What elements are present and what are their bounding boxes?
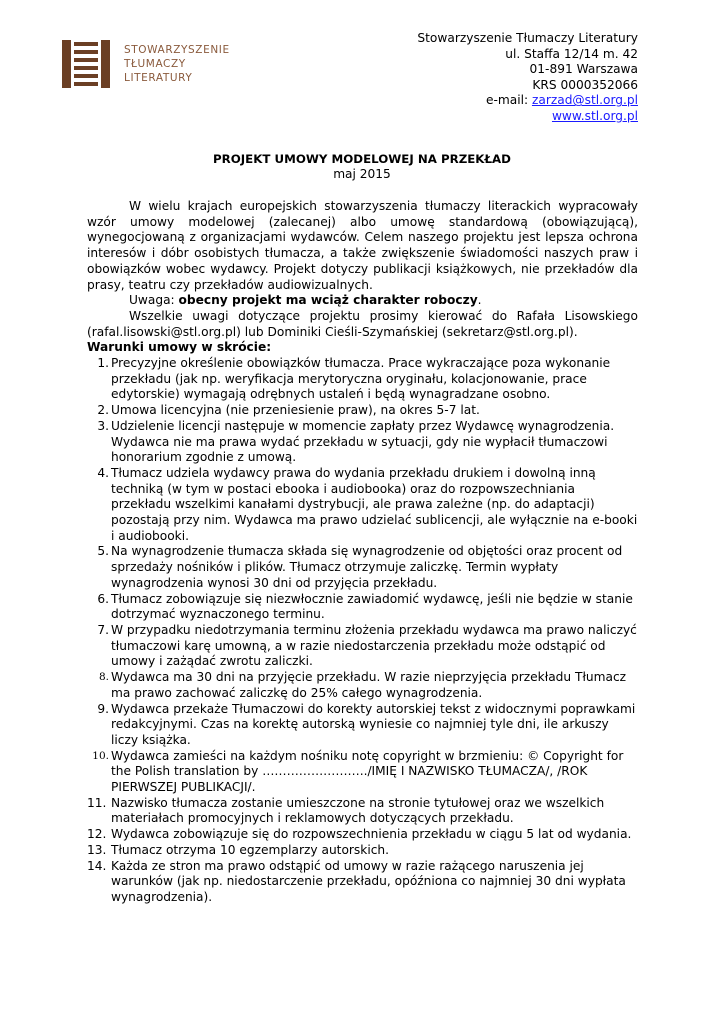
note-suffix: . <box>477 293 482 308</box>
term-text: Tłumacz udziela wydawcy prawa do wydania przekładu drukiem i dowolną inną techniką (w tym w postaci ebooka i audiobooka) oraz do rozpowszechniania przekładu wszelkimi kanałami dystrybucji, ale prawa zależne (np. do adaptacji) pozostają przy nim. Wydawca ma prawo udzielać sublicencji, ale wyłącznie na e-booki i audiobooki. <box>111 465 638 543</box>
organization-logo <box>62 40 232 90</box>
note-emphasis: obecny projekt ma wciąż charakter roboczy <box>178 293 478 308</box>
term-text: Precyzyjne określenie obowiązków tłumacza. Prace wykraczające poza wykonanie przekładu (jak np. weryfikacja merytoryczna oryginału, kolacjonowanie, prace edytorskie) wymagają odrębnych ustaleń i będą wynagradzane osobno. <box>111 356 611 402</box>
term-number: 12. <box>87 827 107 842</box>
note-prefix: Uwaga: <box>129 293 179 308</box>
term-text: Nazwisko tłumacza zostanie umieszczone na stronie tytułowej oraz we wszelkich materiałach promocyjnych i reklamowych dotyczących przekładu. <box>111 795 605 826</box>
term-text: Umowa licencyjna (nie przeniesienie praw), na okres 5-7 lat. <box>111 403 480 418</box>
term-text: W przypadku niedotrzymania terminu złożenia przekładu wydawca ma prawo naliczyć tłumaczowi karę umowną, a w razie niedostarczenia przekładu może odstąpić od umowy i zażądać zwrotu zaliczki. <box>111 622 637 669</box>
intro-paragraph: W wielu krajach europejskich stowarzyszenia tłumaczy literackich wypracowały wzór umowy modelowej (zalecanej) albo umowę standardową (obowiązującą), wynegocjowaną z organizacjami wydawców. Celem naszego projektu jest lepsza ochrona interesów i dóbr osobistych tłumacza, a także zwiększenie świadomości naszych praw i obowiązków wobec wydawcy. Projekt dotyczy publikacji książkowych, nie przekładów dla prasy, teatru czy przekładów audiowizualnych. <box>87 199 638 292</box>
term-text: Tłumacz zobowiązuje się niezwłocznie zawiadomić wydawcę, jeśli nie będzie w stanie dotrzymać wyznaczonego terminu. <box>111 591 633 622</box>
logo-line-3: LITERATURY <box>124 72 193 84</box>
term-text: Wydawca ma 30 dni na przyjęcie przekładu. W razie nieprzyjęcia przekładu Tłumacz ma prawo zachować zaliczkę do 25% całego wynagrodzenia. <box>111 670 627 700</box>
term-number: 1. <box>97 356 109 371</box>
term-item <box>87 466 638 545</box>
term-item <box>87 544 638 591</box>
document-date: maj 2015 <box>333 167 391 181</box>
term-number: 13. <box>87 842 107 857</box>
term-item <box>87 592 638 623</box>
document-body <box>87 199 638 906</box>
stl-logo-mark-icon <box>62 40 110 88</box>
term-item <box>87 749 638 796</box>
document-title: PROJEKT UMOWY MODELOWEJ NA PRZEKŁAD <box>213 152 511 166</box>
email-link[interactable]: zarzad@stl.org.pl <box>531 93 638 108</box>
term-number: 8. <box>98 671 109 684</box>
terms-list <box>87 356 638 906</box>
address-street: ul. Staffa 12/14 m. 42 <box>505 46 638 61</box>
term-item <box>87 356 638 403</box>
term-item <box>87 670 638 701</box>
website-link[interactable]: www.stl.org.pl <box>551 108 638 123</box>
address-city: 01-891 Warszawa <box>529 62 638 77</box>
address-email-row <box>417 93 638 109</box>
term-item <box>87 702 638 749</box>
term-item <box>87 827 638 843</box>
term-number: 6. <box>97 591 109 606</box>
term-number: 14. <box>87 858 107 873</box>
term-text: Każda ze stron ma prawo odstąpić od umowy w razie rażącego naruszenia jej warunków (jak np. niedostarczenie przekładu, opóźniona co najmniej 30 dni wypłata wynagrodzenia). <box>111 858 626 904</box>
logo-line-2: TŁUMACZY <box>124 58 186 70</box>
term-number: 9. <box>97 701 109 716</box>
terms-heading: Warunki umowy w skrócie: <box>87 340 272 355</box>
term-text: Tłumacz otrzyma 10 egzemplarzy autorskich. <box>111 842 390 857</box>
term-text: Udzielenie licencji następuje w momencie zapłaty przez Wydawcę wynagrodzenia. Wydawca nie ma prawa wydać przekładu w sytuacji, gdy nie wypłacił tłumaczowi honorarium zgodnie z umową. <box>111 418 615 465</box>
term-number: 7. <box>97 622 109 637</box>
address-block <box>417 31 638 125</box>
logo-wordmark <box>124 43 230 85</box>
term-number: 4. <box>97 465 109 480</box>
term-item <box>87 419 638 466</box>
term-number: 11. <box>87 795 107 810</box>
term-text: Wydawca zamieści na każdym nośniku notę copyright w brzmieniu: © Copyright for the Polish translation by ……………………../IMIĘ I NAZWISKO TŁUMACZA/, /ROK PIERWSZEJ PUBLIKACJI/. <box>111 748 624 795</box>
term-number: 3. <box>97 418 109 433</box>
term-item <box>87 403 638 419</box>
address-www-row <box>417 109 638 125</box>
contact-paragraph: Wszelkie uwagi dotyczące projektu prosimy kierować do Rafała Lisowskiego (rafal.lisowski@stl.org.pl) lub Dominiki Cieśli-Szymańskiej (sekretarz@stl.org.pl). <box>87 308 638 339</box>
address-krs: KRS 0000352066 <box>532 77 638 92</box>
term-number: 10. <box>92 749 109 762</box>
term-number: 2. <box>97 403 109 418</box>
term-text: Wydawca zobowiązuje się do rozpowszechnienia przekładu w ciągu 5 lat od wydania. <box>111 827 632 842</box>
email-label: e-mail: <box>485 93 532 108</box>
logo-line-1: STOWARZYSZENIE <box>124 44 230 56</box>
term-number: 5. <box>97 544 109 559</box>
address-org: Stowarzyszenie Tłumaczy Literatury <box>417 31 638 45</box>
term-text: Wydawca przekaże Tłumaczowi do korekty autorskiej tekst z widocznymi poprawkami redakcyjnymi. Czas na korektę autorską wyniesie co najmniej tyle dni, ile arkuszy liczy książka. <box>111 701 636 747</box>
term-item <box>87 859 638 906</box>
term-item <box>87 843 638 859</box>
term-item <box>87 796 638 827</box>
note-paragraph <box>87 293 638 309</box>
term-item <box>87 623 638 670</box>
term-text: Na wynagrodzenie tłumacza składa się wynagrodzenie od objętości oraz procent od sprzedaży nośników i plików. Tłumacz otrzymuje zaliczkę. Termin wypłaty wynagrodzenia wynosi 30 dni od przyjęcia przekładu. <box>111 544 623 590</box>
